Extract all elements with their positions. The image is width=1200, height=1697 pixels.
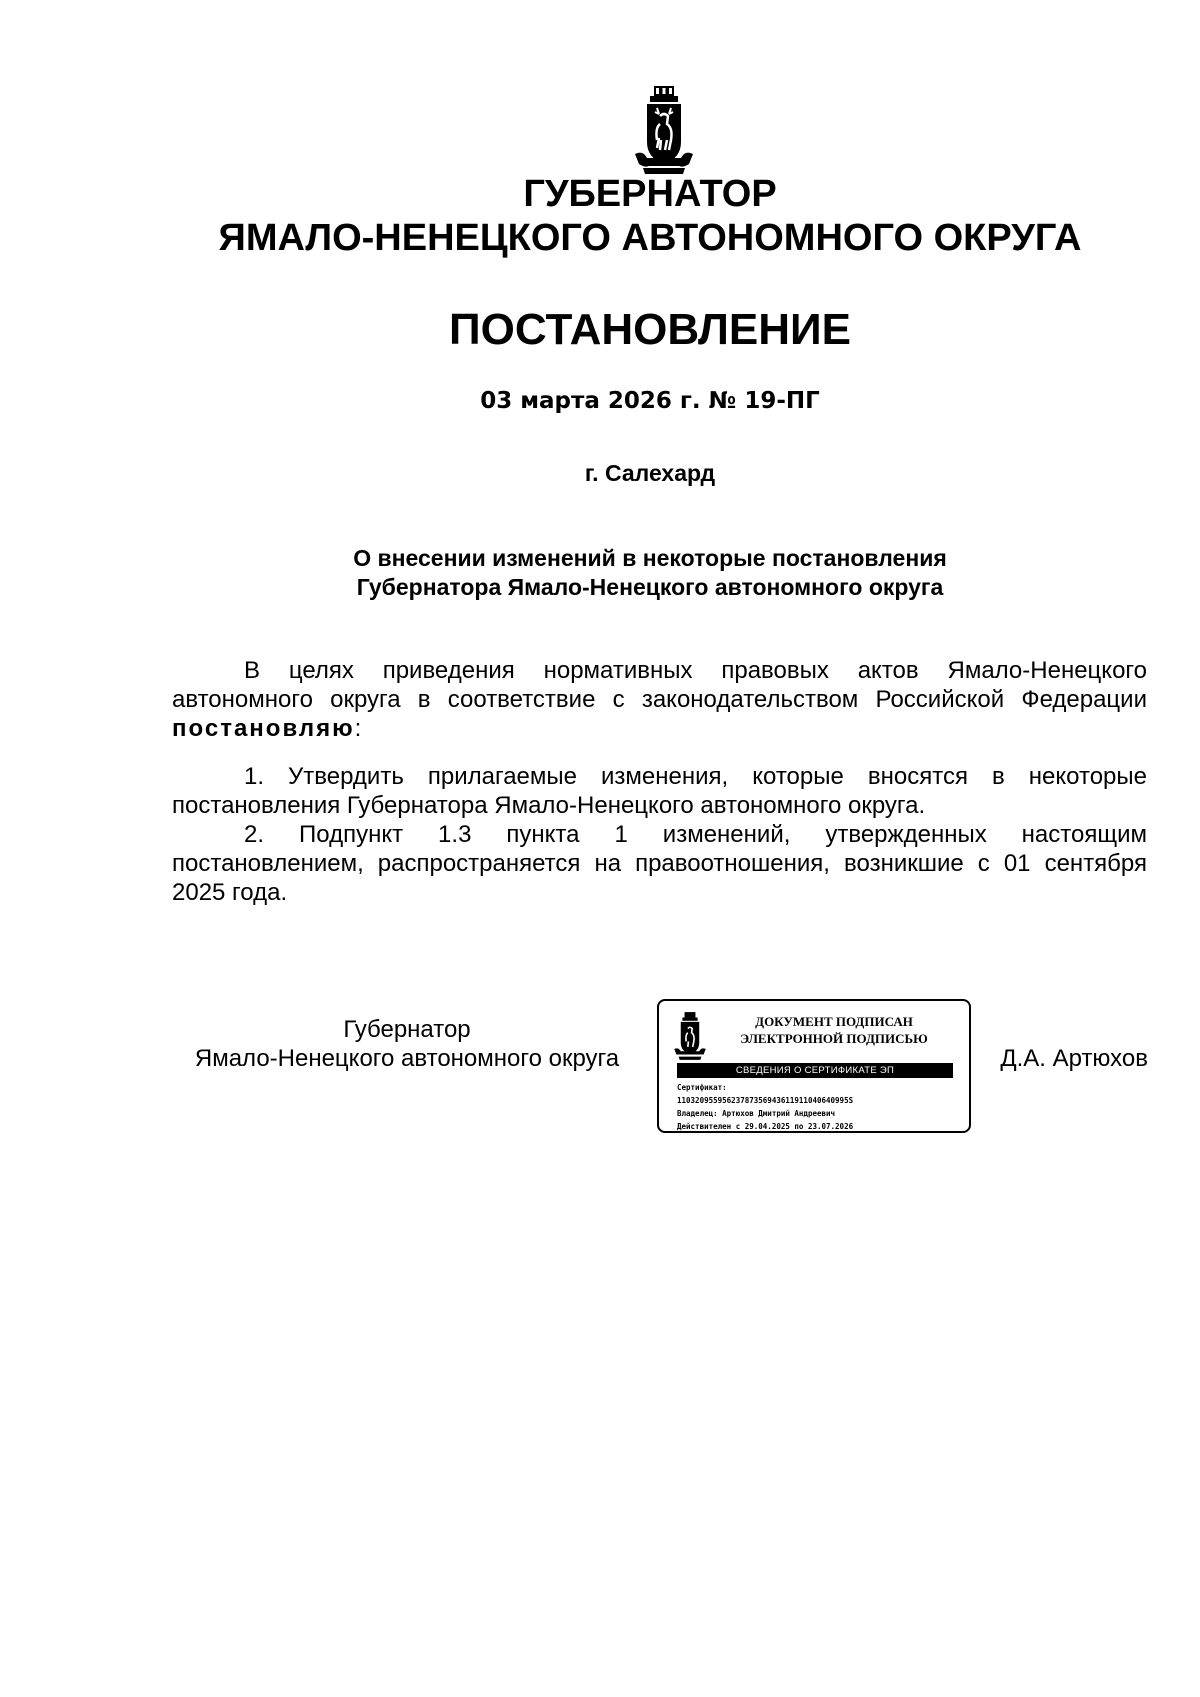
preamble-paragraph [172,656,1147,743]
preamble-text: В целях приведения нормативных правовых актов Ямало-Ненецкого автономного округа в соответствие с законодательством Российской Федерации [172,657,1147,713]
subject-line2: Губернатора Ямало-Ненецкого автономного округа [356,574,944,600]
preamble-keyword: постановляю [172,715,355,742]
preamble-end: : [354,715,362,742]
signatory-name: Д.А. Артюхов [1000,1045,1148,1072]
item-2: 2. Подпункт 1.3 пункта 1 изменений, утвержденных настоящим постановлением, распространяется на правоотношения, возникшие с 01 сентября 2025 года. [172,821,1147,906]
cert-number: 11032095595623787356943611911040640995S [677,1096,854,1105]
org-title-line2: ЯМАЛО-НЕНЕЦКОГО АВТОНОМНОГО ОКРУГА [218,217,1082,259]
stamp-certificate-bar: СВЕДЕНИЯ О СЕРТИФИКАТЕ ЭП [677,1063,953,1078]
stamp-heading-line1: ДОКУМЕНТ ПОДПИСАН [755,1014,913,1029]
cert-validity: Действителен с 29.04.2025 по 23.07.2026 [677,1122,854,1131]
signatory-title-line1: Губернатор [343,1016,471,1043]
cert-label: Сертификат: [677,1083,727,1092]
city: г. Салехард [584,460,716,486]
item-1: 1. Утвердить прилагаемые изменения, которые вносятся в некоторые постановления Губернатора Ямало-Ненецкого автономного округа. [172,763,1147,819]
signatory-title-line2: Ямало-Ненецкого автономного округа [194,1045,620,1072]
stamp-certificate-info [677,1081,962,1133]
document-body [172,656,1147,907]
document-type: ПОСТАНОВЛЕНИЕ [448,305,852,354]
stamp-coat-of-arms-icon [673,1011,707,1061]
org-title-line1: ГУБЕРНАТОР [523,173,777,215]
stamp-heading-line2: ЭЛЕКТРОННОЙ ПОДПИСЬЮ [740,1031,928,1046]
date-and-number: 03 марта 2026 г. № 19-ПГ [480,388,820,414]
stamp-heading [709,1013,959,1047]
cert-owner: Владелец: Артюхов Дмитрий Андреевич [677,1109,836,1118]
subject-line1: О внесении изменений в некоторые постановления [353,545,947,571]
signatory-title [172,1015,642,1073]
document-subject [150,544,1150,602]
electronic-signature-stamp [657,999,971,1133]
coat-of-arms-icon [633,84,695,176]
